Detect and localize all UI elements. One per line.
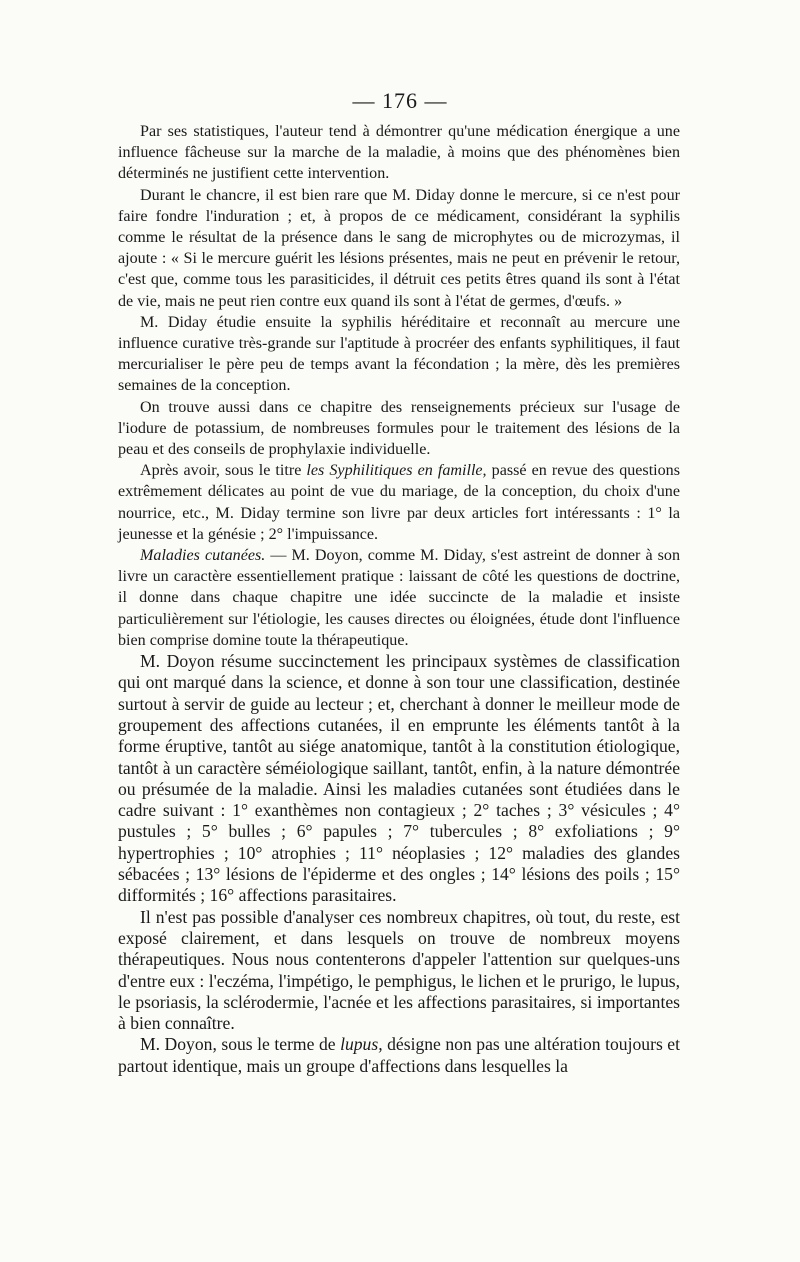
paragraph-5-text-a: Après avoir, sous le titre [140, 462, 307, 480]
page-number: — 176 — [352, 88, 448, 113]
paragraph-5-text-b: passé en revue des questions extrêmement délicates au point de vue du mariage, de la conception, du choix d'une nourrice, etc., M. Diday termine son livre par deux articles fort intéressants : 1° la jeunesse et la génésie ; 2° l'impuissance. [118, 462, 680, 543]
term-lupus: lupus, [340, 1034, 383, 1055]
paragraph-6 [118, 545, 680, 651]
section-heading-maladies-cutanees: Maladies cutanées. [140, 547, 266, 565]
paragraph-9-text-b: désigne non pas une altération toujours et partout identique, mais un groupe d'affections dans lesquelles la [118, 1034, 681, 1076]
paragraph-4: On trouve aussi dans ce chapitre des renseignements précieux sur l'usage de l'iodure de potassium, de nombreuses formules pour le traitement des lésions de la peau et des conseils de prophylaxie individuelle. [118, 398, 680, 459]
paragraph-2: Durant le chancre, il est bien rare que M. Diday donne le mercure, si ce n'est pour faire fondre l'induration ; et, à propos de ce médicament, considérant la syphilis comme le résultat de la présence dans le sang de microphytes ou de microzymas, il ajoute : « Si le mercure guérit les lésions présentes, mais ne peut en prévenir le retour, c'est que, comme tous les parasiticides, il détruit ces petits êtres quand ils sont à l'état de vie, mais ne peut rien contre eux quand ils sont à l'état de germes, d'œufs. » [118, 186, 680, 310]
paragraph-8: Il n'est pas possible d'analyser ces nombreux chapitres, où tout, du reste, est exposé clairement, et dans lesquels on trouve de nombreux moyens thérapeutiques. Nous nous contenterons d'appeler l'attention sur quelques-uns d'entre eux : l'eczéma, l'impétigo, le pemphigus, le lichen et le prurigo, le lupus, le psoriasis, la sclérodermie, l'acnée et les affections parasitaires, si importantes à bien connaître. [118, 906, 680, 1034]
body-text [118, 121, 680, 1077]
paragraph-7: M. Doyon résume succinctement les principaux systèmes de classification qui ont marqué dans la science, et donne à son tour une classification, destinée surtout à servir de guide au lecteur ; et, cherchant à donner le meilleur mode de groupement des affections cutanées, il en emprunte les éléments tantôt à la forme éruptive, tantôt au siége anatomique, tantôt à la constitution étiologique, tantôt à un caractère séméiologique saillant, tantôt, enfin, à la nature démontrée ou présumée de la maladie. Ainsi les maladies cutanées sont étudiées dans le cadre suivant : 1° exanthèmes non contagieux ; 2° taches ; 3° vésicules ; 4° pustules ; 5° bulles ; 6° papules ; 7° tubercules ; 8° exfoliations ; 9° hypertrophies ; 10° atrophies ; 11° néoplasies ; 12° maladies des glandes sébacées ; 13° lésions de l'épiderme et des ongles ; 14° lésions des poils ; 15° difformités ; 16° affections parasitaires. [118, 651, 680, 906]
paragraph-3: M. Diday étudie ensuite la syphilis héréditaire et reconnaît au mercure une influence curative très-grande sur l'aptitude à procréer des enfants syphilitiques, il faut mercurialiser le père peu de temps avant la fécondation ; la mère, dès les premières semaines de la conception. [118, 313, 680, 395]
paragraph-1: Par ses statistiques, l'auteur tend à démontrer qu'une médication énergique a une influence fâcheuse sur la marche de la maladie, à moins que des phénomènes bien déterminés ne justifient cette intervention. [118, 123, 680, 183]
book-title: les Syphilitiques en famille, [306, 462, 487, 480]
paragraph-5 [118, 460, 680, 545]
paragraph-6-text: — M. Doyon, comme M. Diday, s'est astreint de donner à son livre un caractère essentiellement pratique : laissant de côté les questions de doctrine, il donne dans chaque chapitre une idée succincte de la maladie et insiste particulièrement sur l'étiologie, les causes directes ou éloignées, étude dont l'influence bien comprise domine toute la thérapeutique. [118, 547, 680, 649]
paragraph-9 [118, 1034, 680, 1077]
paragraph-9-text-a: M. Doyon, sous le terme de [140, 1034, 341, 1055]
